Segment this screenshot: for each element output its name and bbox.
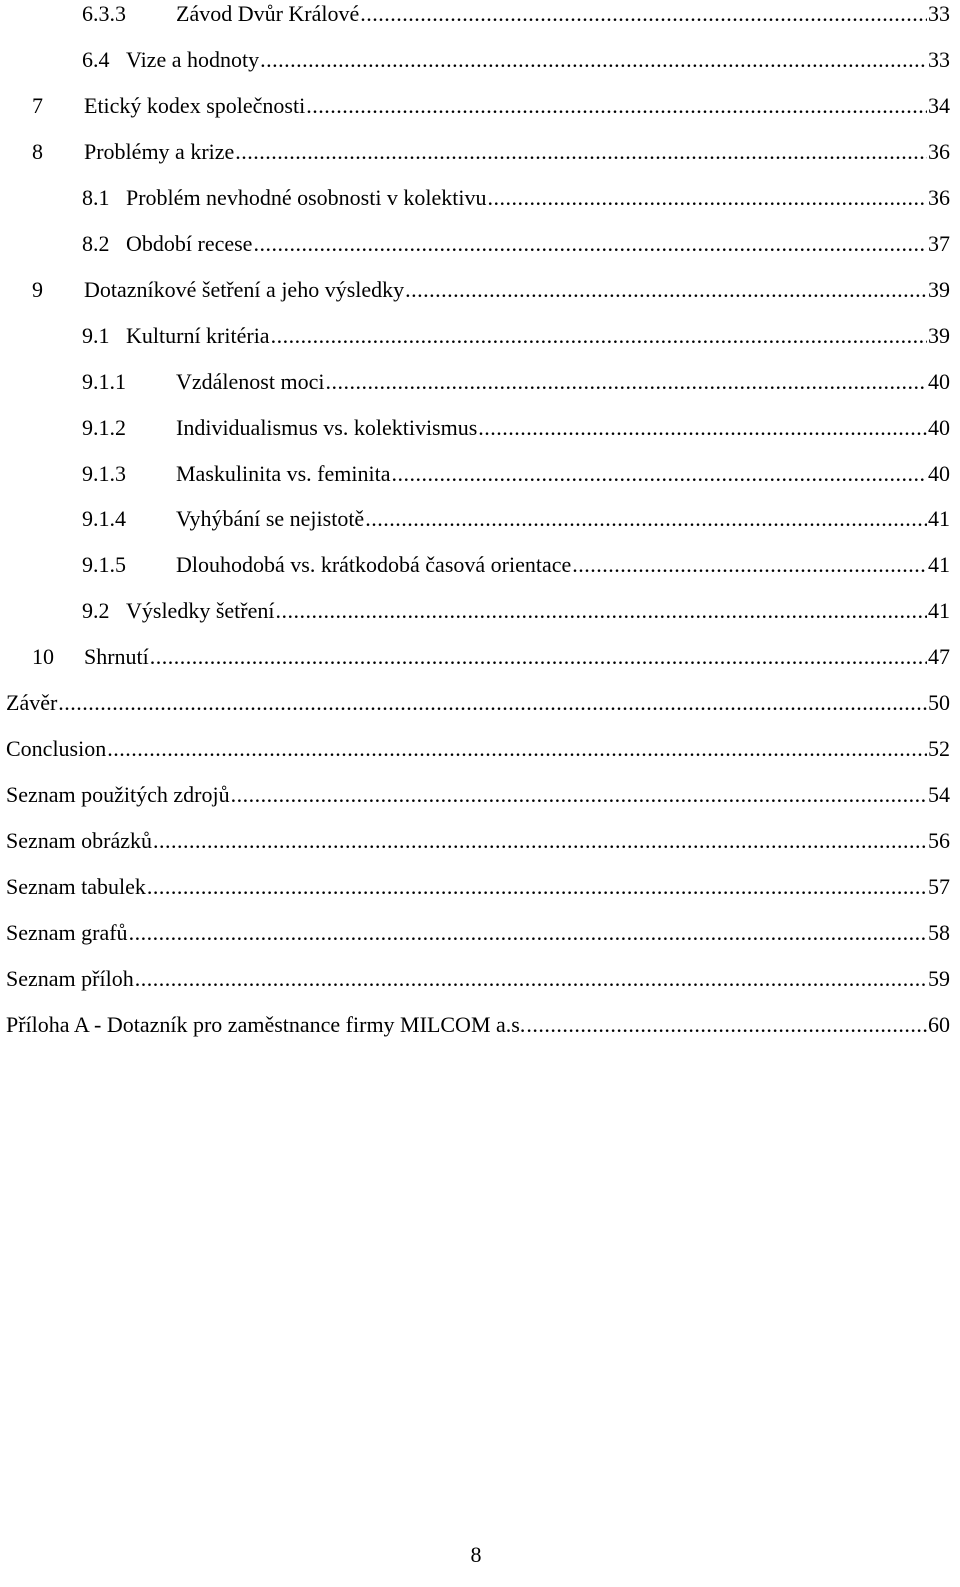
toc-entry[interactable] bbox=[82, 183, 950, 213]
toc-entry-page: 33 bbox=[928, 46, 950, 72]
toc-entry-page: 40 bbox=[928, 460, 950, 486]
toc-dot-leader bbox=[478, 413, 927, 443]
toc-dot-leader bbox=[129, 918, 927, 948]
toc-entry[interactable] bbox=[82, 550, 950, 580]
toc-dot-leader bbox=[107, 734, 927, 764]
toc-entry-page: 34 bbox=[928, 92, 950, 118]
toc-entry-number: 9.2 bbox=[82, 598, 110, 624]
toc-entry-number: 6.4 bbox=[82, 46, 110, 72]
toc-entry[interactable] bbox=[32, 91, 950, 121]
toc-entry-title: Seznam použitých zdrojů bbox=[6, 782, 230, 808]
toc-entry-number: 8.1 bbox=[82, 184, 110, 210]
toc-entry[interactable] bbox=[82, 0, 950, 29]
toc-entry-number: 9.1.3 bbox=[82, 460, 126, 486]
toc-entry-title: Dlouhodobá vs. krátkodobá časová orientace bbox=[176, 552, 572, 578]
toc-entry-title: Individualismus vs. kolektivismus bbox=[176, 414, 478, 440]
toc-entry[interactable] bbox=[82, 229, 950, 259]
toc-entry-page: 50 bbox=[928, 690, 950, 716]
toc-entry[interactable] bbox=[6, 1010, 950, 1040]
toc-entry[interactable] bbox=[6, 918, 950, 948]
page-number: 8 bbox=[470, 1542, 482, 1567]
toc-entry-page: 56 bbox=[928, 828, 950, 854]
toc-entry-title: Kulturní kritéria bbox=[126, 322, 270, 348]
toc-entry-number: 10 bbox=[32, 644, 54, 670]
toc-dot-leader bbox=[488, 183, 927, 213]
toc-entry[interactable] bbox=[6, 826, 950, 856]
toc-dot-leader bbox=[405, 275, 927, 305]
toc-entry[interactable] bbox=[32, 137, 950, 167]
toc-entry[interactable] bbox=[82, 367, 950, 397]
toc-entry-number: 9 bbox=[32, 276, 43, 302]
toc-entry-number: 8 bbox=[32, 138, 43, 164]
toc-dot-leader bbox=[253, 229, 927, 259]
toc-entry-page: 40 bbox=[928, 368, 950, 394]
toc-entry-title: Vize a hodnoty bbox=[126, 46, 260, 72]
toc-entry-page: 36 bbox=[928, 184, 950, 210]
toc-entry-number: 9.1.2 bbox=[82, 414, 126, 440]
toc-dot-leader bbox=[306, 91, 927, 121]
toc-dot-leader bbox=[572, 550, 927, 580]
toc-entry[interactable] bbox=[82, 413, 950, 443]
toc-entry[interactable] bbox=[82, 321, 950, 351]
toc-entry-number: 9.1 bbox=[82, 322, 110, 348]
toc-entry-page: 39 bbox=[928, 322, 950, 348]
toc-entry-page: 40 bbox=[928, 414, 950, 440]
toc-dot-leader bbox=[271, 321, 927, 351]
toc-entry[interactable] bbox=[6, 964, 950, 994]
toc-entry-number: 7 bbox=[32, 92, 43, 118]
toc-entry-title: Příloha A - Dotazník pro zaměstnance firmy MILCOM a.s. bbox=[6, 1011, 526, 1037]
toc-entry[interactable] bbox=[82, 459, 950, 489]
toc-dot-leader bbox=[135, 964, 927, 994]
toc-dot-leader bbox=[260, 45, 927, 75]
toc-dot-leader bbox=[526, 1010, 927, 1040]
toc-entry-title: Shrnutí bbox=[84, 644, 149, 670]
toc-entry-title: Dotazníkové šetření a jeho výsledky bbox=[84, 276, 405, 302]
toc-entry[interactable] bbox=[32, 642, 950, 672]
toc-entry-page: 47 bbox=[928, 644, 950, 670]
toc-dot-leader bbox=[360, 0, 927, 29]
toc-entry-title: Seznam příloh bbox=[6, 965, 134, 991]
toc-entry-title: Seznam grafů bbox=[6, 920, 128, 945]
toc-entry-title: Conclusion bbox=[6, 736, 107, 762]
toc-entry[interactable] bbox=[6, 734, 950, 764]
toc-dot-leader bbox=[235, 137, 927, 167]
toc-entry-number: 9.1.4 bbox=[82, 506, 126, 532]
toc-entry-title: Problém nevhodné osobnosti v kolektivu bbox=[126, 184, 487, 210]
toc-entry-page: 41 bbox=[928, 598, 950, 624]
toc-dot-leader bbox=[325, 367, 927, 397]
toc-dot-leader bbox=[147, 872, 927, 902]
toc-entry[interactable] bbox=[6, 780, 950, 810]
toc-entry-page: 60 bbox=[928, 1011, 950, 1037]
toc-entry[interactable] bbox=[32, 275, 950, 305]
toc-entry-title: Vyhýbání se nejistotě bbox=[176, 506, 365, 532]
toc-entry-title: Problémy a krize bbox=[84, 138, 235, 164]
toc-entry-number: 8.2 bbox=[82, 230, 110, 256]
toc-dot-leader bbox=[153, 826, 927, 856]
toc-entry[interactable] bbox=[6, 872, 950, 902]
toc-entry-page: 39 bbox=[928, 276, 950, 302]
toc-entry-title: Období recese bbox=[126, 230, 253, 256]
toc-entry-page: 52 bbox=[928, 736, 950, 762]
toc-entry-title: Závod Dvůr Králové bbox=[176, 1, 360, 26]
toc-entry-number: 9.1.5 bbox=[82, 552, 126, 578]
toc-entry-page: 41 bbox=[928, 552, 950, 578]
toc-entry-page: 33 bbox=[928, 1, 950, 26]
toc-entry-page: 57 bbox=[928, 874, 950, 900]
toc-dot-leader bbox=[391, 459, 927, 489]
toc-entry[interactable] bbox=[6, 688, 950, 718]
toc-entry-page: 54 bbox=[928, 782, 950, 808]
toc-entry-page: 59 bbox=[928, 965, 950, 991]
toc-entry-page: 58 bbox=[928, 920, 950, 945]
toc-entry-title: Závěr bbox=[6, 690, 58, 716]
toc-entry-title: Seznam obrázků bbox=[6, 828, 152, 854]
toc-entry-page: 37 bbox=[928, 230, 950, 256]
toc-entry-title: Vzdálenost moci bbox=[176, 368, 325, 394]
toc-dot-leader bbox=[58, 688, 927, 718]
toc-entry-page: 36 bbox=[928, 138, 950, 164]
toc-entry-title: Seznam tabulek bbox=[6, 874, 146, 900]
toc-dot-leader bbox=[231, 780, 927, 810]
toc-dot-leader bbox=[275, 596, 927, 626]
toc-entry[interactable] bbox=[82, 45, 950, 75]
toc-entry-page: 41 bbox=[928, 506, 950, 532]
toc-entry[interactable] bbox=[82, 596, 950, 626]
toc-dot-leader bbox=[365, 504, 927, 534]
toc-dot-leader bbox=[150, 642, 927, 672]
toc-entry[interactable] bbox=[82, 504, 950, 534]
toc-entry-title: Výsledky šetření bbox=[126, 598, 275, 624]
toc-entry-title: Maskulinita vs. feminita bbox=[176, 460, 391, 486]
toc-entry-number: 9.1.1 bbox=[82, 368, 126, 394]
toc-entry-number: 6.3.3 bbox=[82, 1, 126, 26]
toc-entry-title: Etický kodex společnosti bbox=[84, 92, 306, 118]
